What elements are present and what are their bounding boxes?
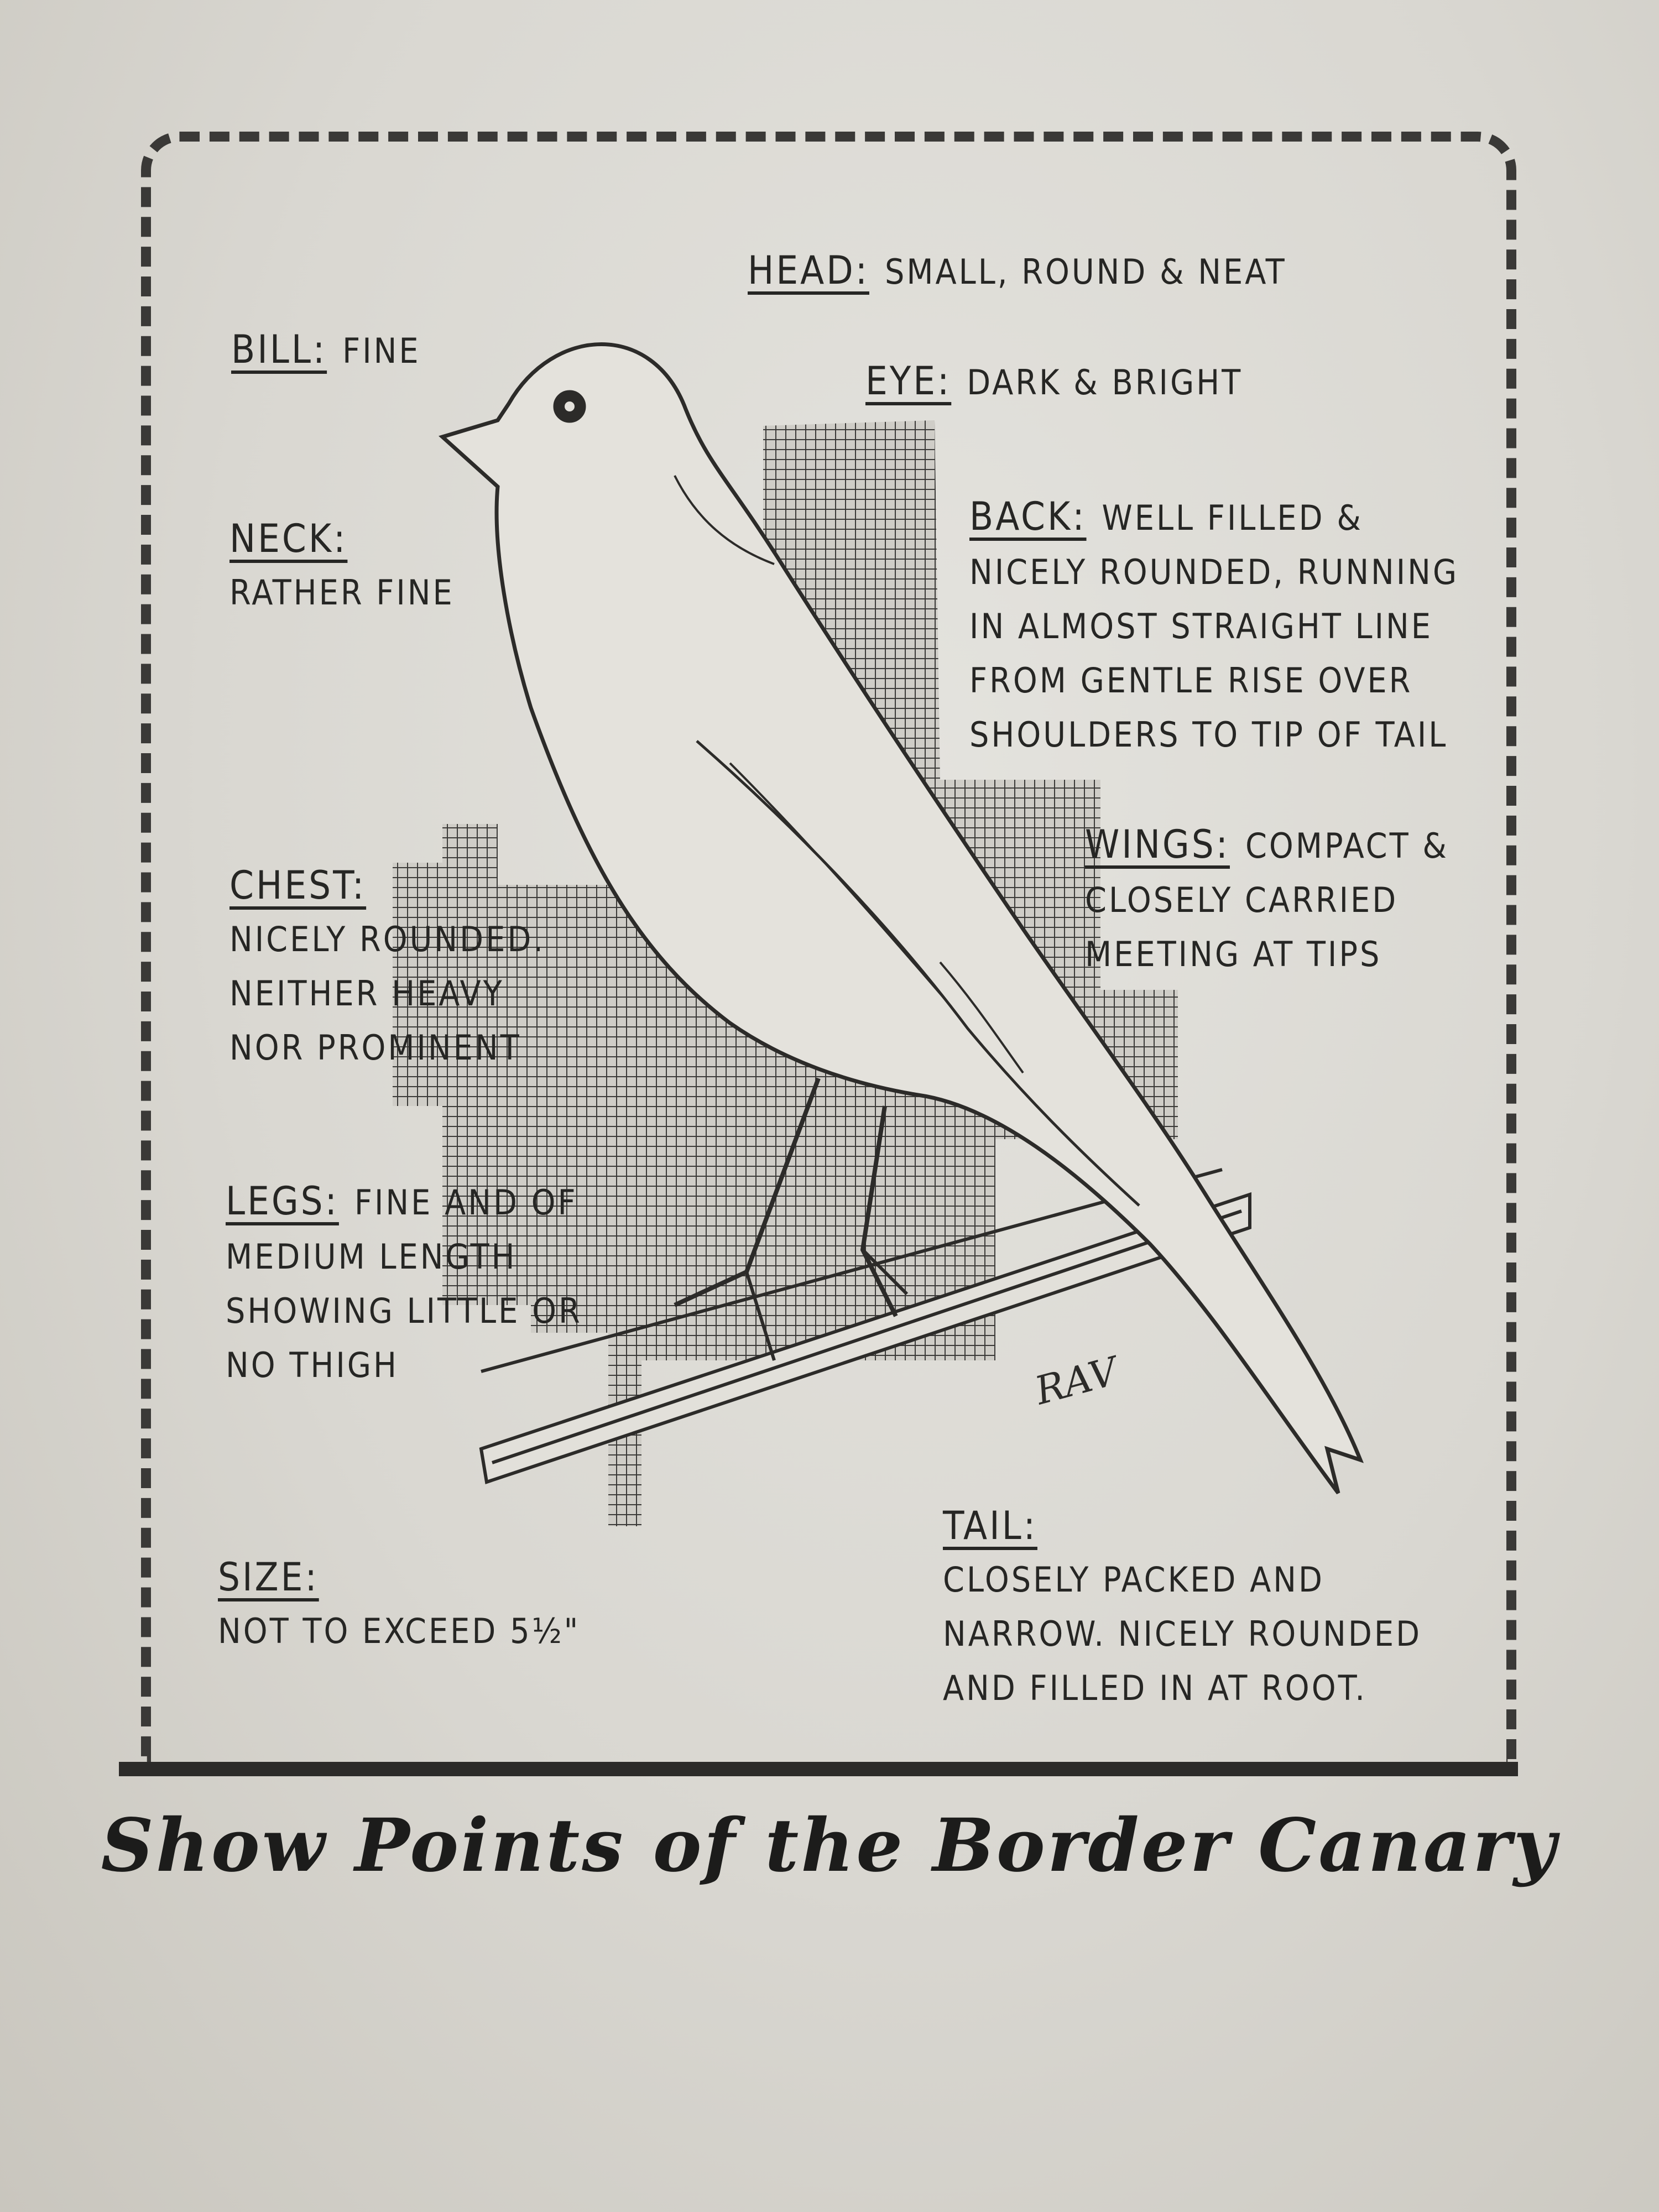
legs-line2: MEDIUM LENGTH bbox=[226, 1237, 517, 1277]
back-title: BACK: bbox=[969, 494, 1087, 539]
bill-title: BILL: bbox=[231, 327, 327, 372]
back-line3: IN ALMOST STRAIGHT LINE bbox=[969, 606, 1433, 646]
chest-title: CHEST: bbox=[229, 863, 367, 908]
eye-text: DARK & BRIGHT bbox=[967, 362, 1243, 403]
bill-text: FINE bbox=[342, 331, 421, 371]
back-line4: FROM GENTLE RISE OVER bbox=[969, 660, 1413, 701]
legs-line4: NO THIGH bbox=[226, 1345, 399, 1385]
size-text: NOT TO EXCEED 5½" bbox=[218, 1611, 581, 1651]
legs-title: LEGS: bbox=[226, 1178, 339, 1224]
label-legs bbox=[226, 1174, 582, 1392]
tail-title: TAIL: bbox=[943, 1503, 1037, 1548]
wings-line1: COMPACT & bbox=[1245, 826, 1449, 866]
eye-title: EYE: bbox=[865, 358, 952, 404]
tail-line3: AND FILLED IN AT ROOT. bbox=[943, 1668, 1368, 1708]
label-wings bbox=[1085, 817, 1449, 982]
label-size bbox=[218, 1550, 580, 1658]
back-line2: NICELY ROUNDED, RUNNING bbox=[969, 552, 1459, 592]
label-bill bbox=[231, 322, 421, 378]
label-back bbox=[969, 489, 1459, 762]
chest-line3: NOR PROMINENT bbox=[229, 1027, 521, 1068]
artist-initials: RAV bbox=[1030, 1348, 1123, 1414]
wings-line3: MEETING AT TIPS bbox=[1085, 934, 1382, 974]
chest-line1: NICELY ROUNDED. bbox=[229, 919, 546, 959]
size-title: SIZE: bbox=[218, 1554, 319, 1600]
back-line5: SHOULDERS TO TIP OF TAIL bbox=[969, 714, 1448, 755]
wings-line2: CLOSELY CARRIED bbox=[1085, 880, 1399, 920]
border-baseline bbox=[119, 1762, 1518, 1776]
label-tail bbox=[943, 1499, 1422, 1715]
label-chest bbox=[229, 858, 545, 1075]
label-head bbox=[748, 243, 1287, 299]
chest-line2: NEITHER HEAVY bbox=[229, 973, 504, 1014]
head-text: SMALL, ROUND & NEAT bbox=[884, 252, 1287, 292]
label-neck bbox=[229, 512, 455, 620]
neck-title: NECK: bbox=[229, 516, 348, 561]
neck-text: RATHER FINE bbox=[229, 572, 455, 613]
back-line1: WELL FILLED & bbox=[1102, 498, 1363, 538]
label-eye bbox=[865, 354, 1243, 410]
legs-line1: FINE AND OF bbox=[354, 1182, 578, 1223]
tail-line2: NARROW. NICELY ROUNDED bbox=[943, 1614, 1422, 1654]
wings-title: WINGS: bbox=[1085, 822, 1230, 867]
legs-line3: SHOWING LITTLE OR bbox=[226, 1291, 582, 1331]
tail-line1: CLOSELY PACKED AND bbox=[943, 1559, 1324, 1600]
caption-title: Show Points of the Border Canary bbox=[101, 1803, 1558, 1888]
head-title: HEAD: bbox=[748, 248, 869, 293]
